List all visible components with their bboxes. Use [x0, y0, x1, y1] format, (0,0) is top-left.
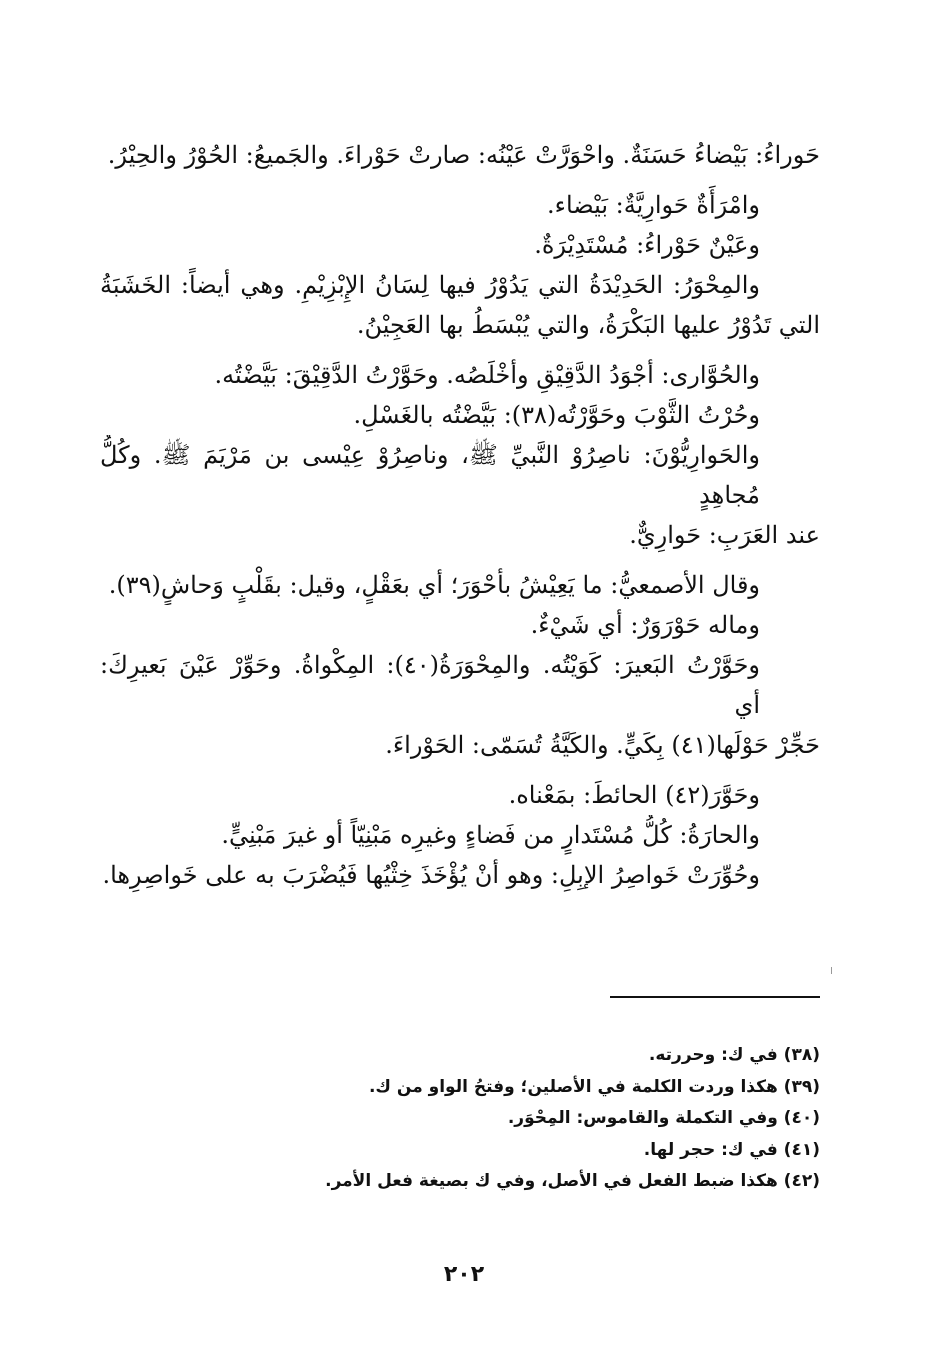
text-line: والمِحْوَرُ: الحَدِيْدَةُ التي يَدُوْرُ فيها لِسَانُ الإِبْزِيْمِ. وهي أيضاً: الخَشَبَةُ [100, 271, 760, 299]
paragraph-group [100, 135, 820, 175]
text-line: والحارَةُ: كُلُّ مُسْتَدارٍ من فَضاءٍ وغيرِه مَبْنِيّاً أو غيرَ مَبْنِيٍّ. [221, 821, 760, 849]
text-line: وحُرْتُ الثَّوْبَ وحَوَّرْتُه(٣٨): بَيَّضْتُه بالغَسْلِ. [353, 401, 760, 429]
paragraph-group [100, 775, 820, 895]
page-number: ٢٠٢ [443, 1262, 485, 1287]
paragraph-group [100, 565, 820, 765]
text-line: وامْرَأَةٌ حَوارِيَّةٌ: بَيْضاء. [547, 191, 760, 219]
paragraph-group [100, 355, 820, 555]
text-line: وحَوَّرَ(٤٢) الحائطَ: بمَعْناه. [508, 781, 760, 809]
text-line: والحَوارِيُّوْنَ: ناصِرُوْ النَّبيِّ ﷺ، وناصِرُوْ عِيْسى بن مَرْيَمَ ﷺ. وكُلُّ مُجاهِدٍ [100, 441, 760, 509]
scan-artifact [831, 967, 832, 974]
paragraph-group [100, 185, 820, 345]
text-line: وقال الأصمعيُّ: ما يَعِيْشُ بأحْوَرَ؛ أي بعَقْلٍ، وقيل: بقَلْبٍ وَحاشٍ(٣٩). [108, 571, 760, 599]
footnote-item: (٤٠) وفي التكملة والقاموس: المِحْوَر. [507, 1108, 820, 1128]
text-line: وحَوَّرْتُ البَعيرَ: كَوَيْتُه. والمِحْوَرَةُ(٤٠): المِكْواةُ. وحَوِّرْ عَيْنَ بَعيرِكَ: أي [100, 651, 761, 719]
main-text-body [100, 135, 820, 905]
footnote-item: (٣٩) هكذا وردت الكلمة في الأصلين؛ وفتحُ الواو من ك. [368, 1076, 820, 1097]
text-line: والحُوَّارى: أجْوَدُ الدَّقِيْقِ وأخْلَصُه. وحَوَّرْتُ الدَّقِيْقَ: بَيَّضْتُه. [214, 361, 760, 389]
footnote-item: (٤٢) هكذا ضبط الفعل في الأصل، وفي ك بصيغة فعل الأمر. [325, 1171, 820, 1191]
text-line: التي تَدُوْرُ عليها البَكْرَةُ، والتي يُبْسَطُ بها العَجِيْنُ. [356, 311, 820, 339]
footnote-item: (٤١) في ك: حجر لها. [643, 1139, 820, 1160]
text-line: وعَيْنٌ حَوْراءُ: مُسْتَدِيْرَةٌ. [534, 231, 760, 259]
text-line: حَوراءُ: بَيْضاءُ حَسَنَةٌ. واحْوَرَّتْ عَيْنُه: صارتْ حَوْراءَ. والجَميعُ: الحُوْرُ والحِيْرُ. [107, 141, 820, 169]
text-line: حَجِّرْ حَوْلَها(٤١) بِكَيٍّ. والكَيَّةُ تُسَمّى: الحَوْراءَ. [385, 731, 820, 759]
footnotes-section [100, 1040, 820, 1198]
footnote-separator [610, 996, 820, 998]
text-line: وماله حَوْرَوَرٌ: أي شَيْءٌ. [530, 611, 760, 639]
text-line: وحُوِّرَتْ خَواصِرُ الإبِلِ: وهو أنْ يُؤْخَذَ خِثْيُها فَيُضْرَبَ به على خَواصِرِها. [102, 861, 760, 889]
footnote-item: (٣٨) في ك: وحررته. [648, 1045, 820, 1065]
text-line: عند العَرَبِ: حَوارِيٌّ. [629, 521, 820, 549]
